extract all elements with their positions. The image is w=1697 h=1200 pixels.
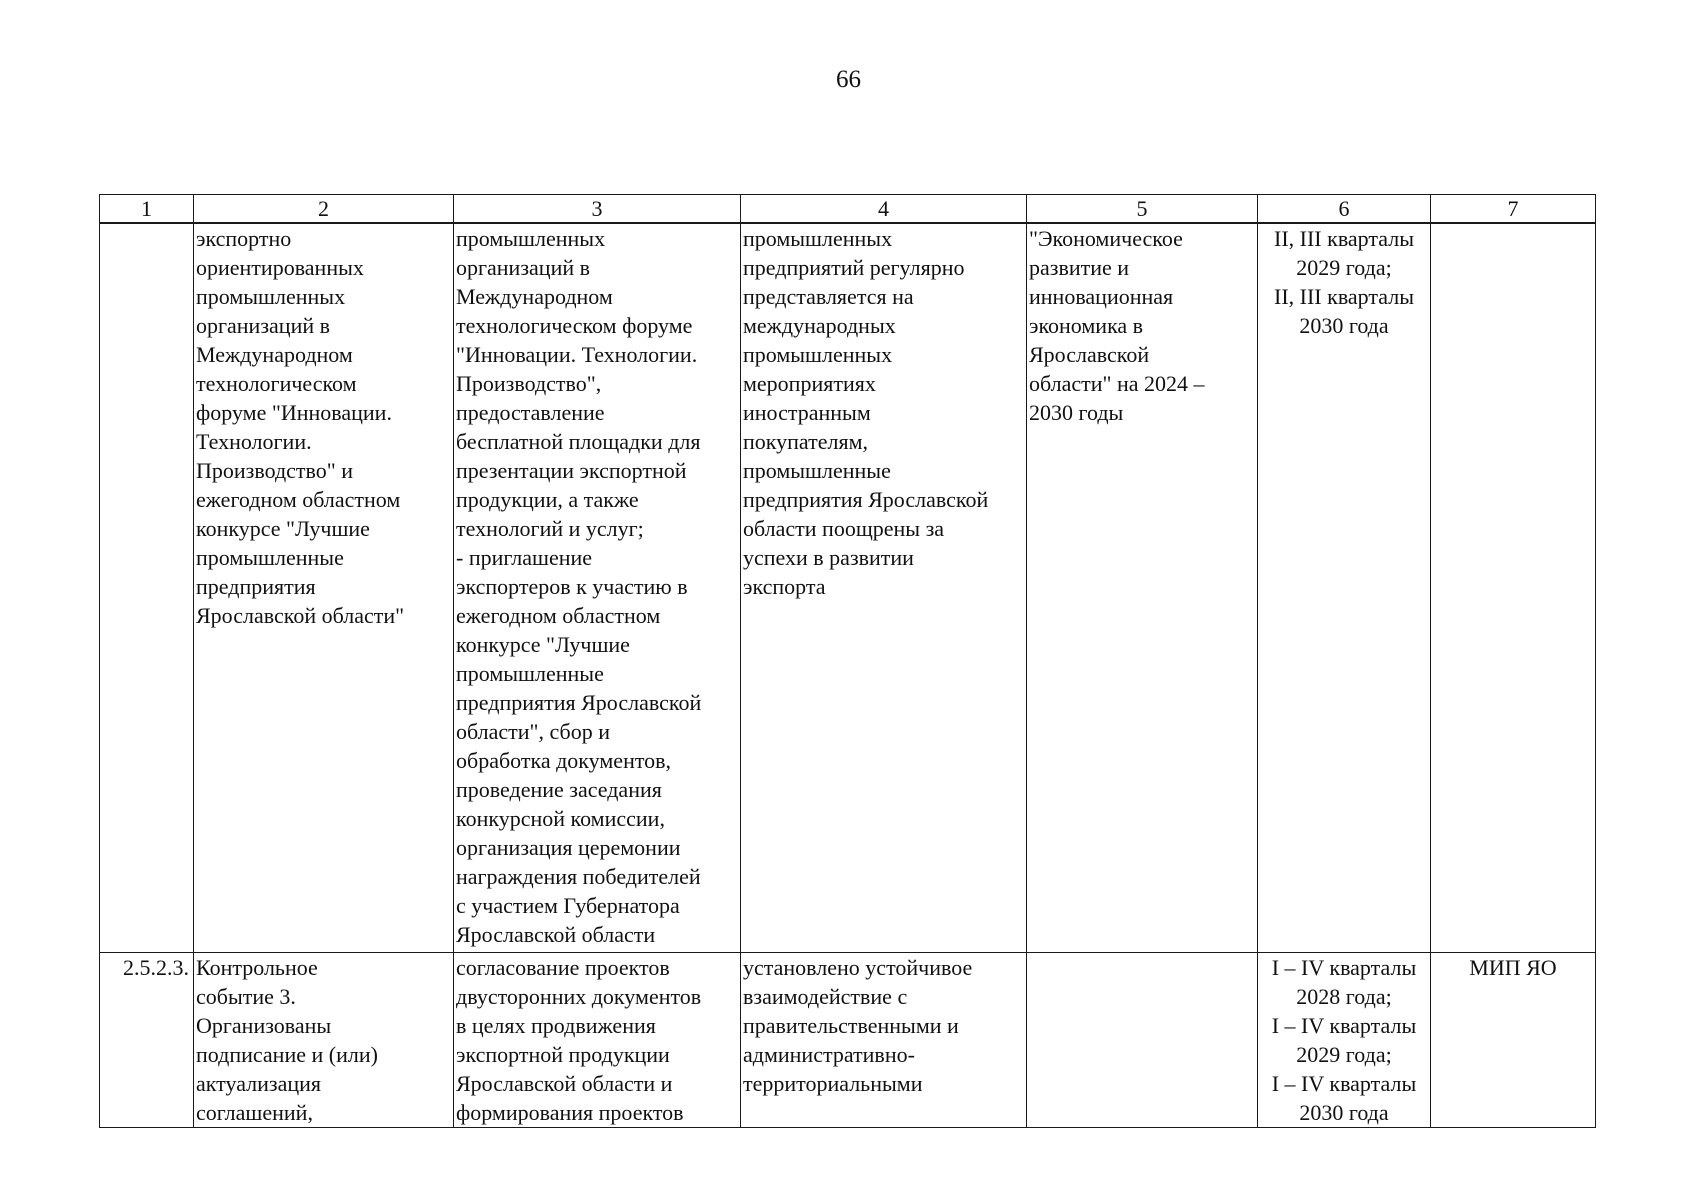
cell-program bbox=[1027, 953, 1258, 1128]
header-cell-col-1: 1 bbox=[100, 195, 194, 224]
cell-responsible: МИП ЯО bbox=[1431, 953, 1596, 1128]
cell-event-name: Контрольное событие 3. Организованы подписание и (или) актуализация соглашений, bbox=[194, 953, 454, 1128]
table-row bbox=[100, 953, 1596, 1128]
page-number: 66 bbox=[836, 66, 861, 93]
cell-item-number: 2.5.2.3. bbox=[100, 953, 194, 1128]
header-cell-col-2: 2 bbox=[194, 195, 454, 224]
cell-period: II, III кварталы 2029 года; II, III кварталы 2030 года bbox=[1258, 223, 1431, 953]
header-cell-col-6: 6 bbox=[1258, 195, 1431, 224]
header-cell-col-4: 4 bbox=[741, 195, 1027, 224]
cell-item-number bbox=[100, 223, 194, 953]
cell-result: установлено устойчивое взаимодействие с правительственными и административно- территориальными bbox=[741, 953, 1027, 1128]
cell-actions: промышленных организаций в Международном технологическом форуме "Инновации. Технологии. Производство", предоставление бесплатной площадки для презентации экспортной продукции, а также технологий и услуг; - приглашение экспортеров к участию в ежегодном областном конкурсе "Лучшие промышленные предприятия Ярославской области", сбор и обработка документов, проведение заседания конкурсной комиссии, организация церемонии награждения победителей с участием Губернатора Ярославской области bbox=[454, 223, 741, 953]
table-row bbox=[100, 223, 1596, 953]
cell-program: "Экономическое развитие и инновационная экономика в Ярославской области" на 2024 – 2030 годы bbox=[1027, 223, 1258, 953]
cell-result: промышленных предприятий регулярно представляется на международных промышленных мероприятиях иностранным покупателям, промышленные предприятия Ярославской области поощрены за успехи в развитии экспорта bbox=[741, 223, 1027, 953]
table-header-row bbox=[100, 195, 1596, 224]
measures-table bbox=[99, 194, 1596, 1128]
cell-responsible bbox=[1431, 223, 1596, 953]
cell-event-name: экспортно ориентированных промышленных организаций в Международном технологическом форуме "Инновации. Технологии. Производство" и ежегодном областном конкурсе "Лучшие промышленные предприятия Ярославской области" bbox=[194, 223, 454, 953]
cell-actions: согласование проектов двусторонних документов в целях продвижения экспортной продукции Ярославской области и формирования проектов bbox=[454, 953, 741, 1128]
header-cell-col-5: 5 bbox=[1027, 195, 1258, 224]
header-cell-col-7: 7 bbox=[1431, 195, 1596, 224]
cell-period: I – IV кварталы 2028 года; I – IV кварталы 2029 года; I – IV кварталы 2030 года bbox=[1258, 953, 1431, 1128]
header-cell-col-3: 3 bbox=[454, 195, 741, 224]
